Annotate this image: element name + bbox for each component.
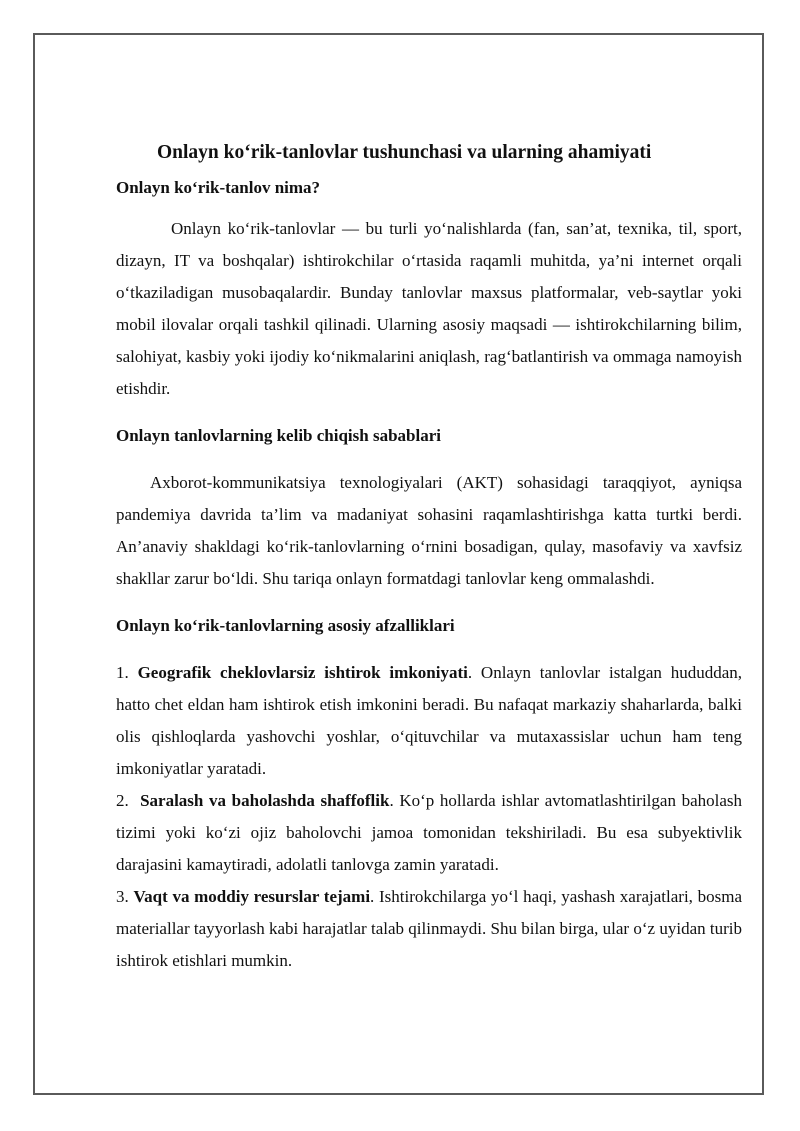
item-text: . Ishtirokchilarga yo‘l haqi, yashash xarajatlari, bosma materiallar tayyorlash kabi harajatlar talab qilinmaydi. Shu bilan birga, ular o‘z uyidan turib ishtirok etishlari mumkin.: [116, 887, 742, 970]
document-title: Onlayn ko‘rik-tanlovlar tushunchasi va ularning ahamiyati: [157, 142, 652, 163]
advantage-item: [116, 785, 742, 881]
section-paragraph: Onlayn ko‘rik-tanlovlar — bu turli yo‘nalishlarda (fan, san’at, texnika, til, sport, dizayn, IT va boshqalar) ishtirokchilar o‘rtasida raqamli muhitda, ya’ni internet orqali o‘tkaziladigan musobaqalardir. Bunday tanlovlar maxsus platformalar, veb-saytlar yoki mobil ilovalar orqali tashkil qilinadi. Ularning asosiy maqsadi — ishtirokchilarning bilim, salohiyat, kasbiy yoki ijodiy ko‘nikmalarini aniqlash, rag‘batlantirish va ommaga namoyish etishdir.: [116, 219, 742, 398]
item-text: . Ko‘p hollarda ishlar avtomatlashtirilgan baholash tizimi yoki ko‘zi ojiz baholovchi jamoa tomonidan tekshiriladi. Bu esa subyektivlik darajasini kamaytiradi, adolatli tanlovga zamin yaratadi.: [116, 791, 743, 874]
section-heading: Onlayn ko‘rik-tanlovlarning asosiy afzalliklari: [116, 616, 455, 635]
section-what-is: [116, 173, 742, 405]
item-number: 3.: [116, 887, 129, 906]
item-title: Vaqt va moddiy resurslar tejami: [133, 887, 371, 906]
item-title: Geografik cheklovlarsiz ishtirok imkoniyati: [137, 663, 468, 682]
section-paragraph: Axborot-kommunikatsiya texnologiyalari (AKT) sohasidagi taraqqiyot, ayniqsa pandemiya davrida ta’lim va madaniyat sohasini raqamlashtirishga katta turtki berdi. An’anaviy shakldagi ko‘rik-tanlovlarning o‘rnini bosadigan, qulay, masofaviy va xavfsiz shakllar zarur bo‘ldi. Shu tariqa onlayn formatdagi tanlovlar keng ommalashdi.: [116, 473, 742, 588]
item-number: 2.: [116, 791, 129, 810]
item-text: . Onlayn tanlovlar istalgan hududdan, hatto chet eldan ham ishtirok etish imkonini beradi. Bu nafaqat markaziy shaharlarda, balki olis qishloqlarda yashovchi yoshlar, o‘qituvchilar va mutaxassislar uchun ham teng imkoniyatlar yaratadi.: [116, 663, 743, 778]
advantage-item: [116, 657, 742, 785]
item-title: Saralash va baholashda shaffoflik: [140, 791, 390, 810]
document-body: [116, 140, 742, 977]
section-heading: Onlayn ko‘rik-tanlov nima?: [116, 178, 321, 197]
section-origins: [116, 421, 742, 595]
item-number: 1.: [116, 663, 129, 682]
section-advantages: [116, 611, 742, 977]
advantage-item: [116, 881, 742, 977]
section-heading: Onlayn tanlovlarning kelib chiqish sabablari: [116, 426, 441, 445]
